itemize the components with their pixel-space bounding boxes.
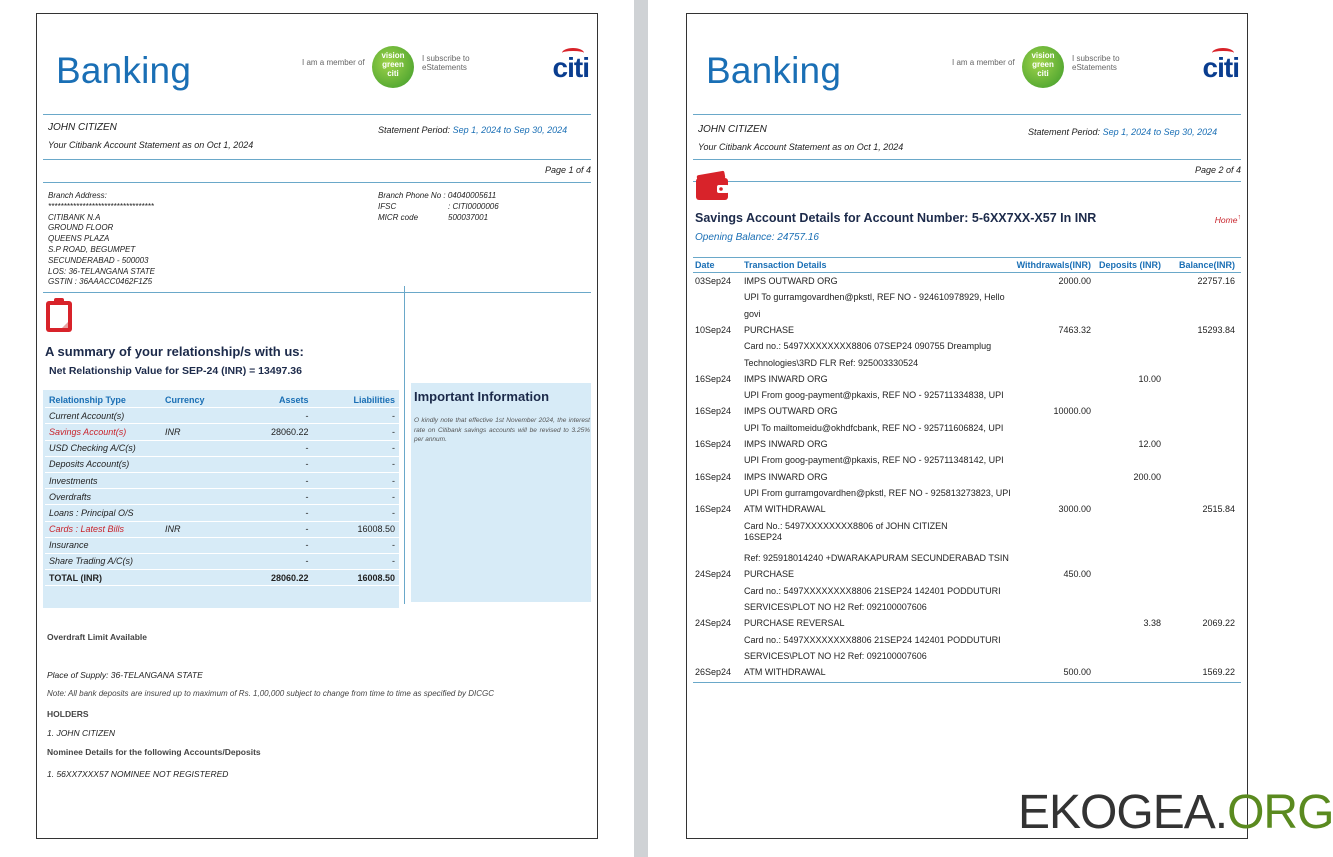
transactions-table (695, 276, 1241, 684)
tx-d-cell: 24Sep24 (695, 569, 732, 580)
tx-desc-cell: 16SEP24 (744, 531, 783, 542)
tx-desc-cell: ATM WITHDRAWAL (744, 667, 826, 678)
tx-b-cell: 2069.22 (1202, 618, 1235, 629)
branch-address-line: GSTIN : 36AAACC0462F1Z5 (48, 277, 153, 287)
branch-address-line: GROUND FLOOR (48, 223, 114, 233)
page-number: Page 2 of 4 (1194, 165, 1241, 175)
branch-address-line: LOS: 36-TELANGANA STATE (48, 266, 155, 276)
tx-desc-cell: IMPS INWARD ORG (744, 439, 828, 449)
branch-address-line: QUEENS PLAZA (48, 234, 110, 244)
home-link[interactable]: Home↑ (1214, 213, 1241, 225)
tx-b-cell: 15293.84 (1197, 324, 1235, 335)
tx-desc-cell: Technologies\3RD FLR Ref: 925003330524 (744, 357, 919, 368)
wallet-icon (695, 169, 731, 201)
tx-desc-cell: IMPS OUTWARD ORG (744, 406, 838, 417)
summary-row: Deposits Account(s) - - (45, 457, 399, 473)
branch-address: Branch Address: ********************************** CITIBANK N.A GROUND FLOOR QUEENS PLAZA S.P ROAD, BEGUMPET SECUNDERABAD - 500003 LOS: 36-TELANGANA STATE GSTIN : 36AAACC0462F1Z5 (48, 191, 155, 287)
net-relationship-value: Net Relationship Value for SEP-24 (INR) = 13497.36 (49, 365, 302, 377)
vision-green-badge: I am a member of vision green citi I subscribe to eStatements (302, 46, 472, 86)
banking-title: Banking (706, 50, 842, 91)
tx-desc-cell: UPI To gurramgovardhen@pkstl, REF NO - 924610978929, Hello (744, 292, 1005, 303)
banking-title: Banking (56, 50, 192, 91)
nominee-title: Nominee Details for the following Accounts/Deposits (47, 747, 261, 757)
tx-desc-cell: UPI From goog-payment@pkaxis, REF NO - 925711334838, UPI (744, 390, 1004, 401)
tx-d-cell: 16Sep24 (695, 406, 732, 417)
tx-desc-cell: PURCHASE (744, 324, 795, 335)
summary-row: Overdrafts - - (45, 489, 399, 505)
summary-table (45, 392, 399, 586)
tx-desc-cell: PURCHASE REVERSAL (744, 618, 845, 629)
tx-desc-cell: IMPS INWARD ORG (744, 471, 828, 482)
customer-name: JOHN CITIZEN (48, 122, 117, 133)
opening-balance: Opening Balance: 24757.16 (695, 232, 819, 243)
tx-d-cell: 26Sep24 (695, 667, 732, 678)
statement-page-2: Banking I am a member of vision green citi I subscribe to eStatements citi JOHN CITIZEN Your Citibank Account Statement as on Oct 1, 2024 Statement Period: Sep 1, 2024 to Sep 30, 2024 Page 2 of 4 Savings Account Details for Account Number: 5-6XX7XX-X57 In INR Home↑ Opening Balance: 24757.16 Date Transaction Details Withdrawals(INR) Deposits (INR) Balance(INR) 03Sep24 IMPS OUTWARD ORG UPI To gurramgovardhen@pkstl, REF NO - 924610978929, Hello govi 2000.00 22757.16 10Sep24 PURCHASE Card no.: 5497XXXXXXXX8806 07SEP24 090755 Dreamplug Technologies\3RD FLR Ref: 925003330524 7463.32 15293.84 16Sep24 IMPS INWARD ORG UPI From goog-payment@pkaxis, REF NO - 925711334838, UPI 10.00 16Sep24 IMPS OUTWARD ORG UPI To mailtomeidu@okhdfcbank, REF NO - 925711606824, UPI 10000.00 16Sep24 IMPS INWARD ORG UPI From goog-payment@pkaxis, REF NO - 925711348142, UPI 12.00 16Sep24 IMPS INWARD ORG UPI From gurramgovardhen@pkstl, REF NO - 925813273823, UPI 200.00 16Sep24 ATM WITHDRAWAL Card No.: 5497XXXXXXXX8806 of JOHN CITIZEN 16SEP24 Ref: 925918014240 +DWARAKAPURAM SECUNDERABAD TSIN 3000.00 2515.84 24Sep24 PURCHASE Card no.: 5497XXXXXXXX8806 21SEP24 142401 PODDUTURI SERVICES\PLOT NO H2 Ref: 092100007606 450.00 24Sep24 PURCHASE REVERSAL Card no.: 5497XXXXXXXX8806 21SEP24 142401 PODDUTURI SERVICES\PLOT NO H2 Ref: 092100007606 3.38 2069.22 26Sep24 ATM WITHDRAWAL 500.00 1569.22 (686, 13, 1248, 839)
tx-desc-cell: Card no.: 5497XXXXXXXX8806 07SEP24 090755 Dreamplug (744, 341, 992, 352)
statement-period: Statement Period: Sep 1, 2024 to Sep 30, 2024 (378, 125, 568, 135)
account-details-title: Savings Account Details for Account Number: 5-6XX7XX-X57 In INR (695, 211, 1097, 225)
holder-1: 1. JOHN CITIZEN (47, 728, 116, 738)
tx-w-cell: 450.00 (1063, 569, 1091, 580)
statement-page-1 (36, 13, 598, 839)
place-of-supply: Place of Supply: 36-TELANGANA STATE (47, 670, 203, 680)
tx-w-cell: 10000.00 (1053, 406, 1091, 417)
citi-logo-icon: citi (553, 52, 589, 84)
tx-b-cell: 22757.16 (1197, 276, 1235, 286)
tx-desc-cell: UPI From goog-payment@pkaxis, REF NO - 925711348142, UPI (744, 455, 1004, 466)
tx-desc-cell: SERVICES\PLOT NO H2 Ref: 092100007606 (744, 602, 927, 612)
summary-row: Loans : Principal O/S - - (45, 505, 399, 521)
summary-row: Current Account(s) - - (45, 408, 399, 424)
dicgc-note: Note: All bank deposits are insured up to maximum of Rs. 1,00,000 subject to change from time to time as specified by DICGC (47, 689, 495, 698)
summary-table-header: Relationship Type Currency Assets Liabilities (45, 392, 399, 408)
holders-title: HOLDERS (47, 709, 89, 719)
tx-dep-cell: 200.00 (1133, 471, 1161, 482)
tx-d-cell: 16Sep24 (695, 439, 732, 449)
summary-row: Investments - - (45, 473, 399, 489)
important-info-title: Important Information (414, 389, 550, 404)
tx-desc-cell: ATM WITHDRAWAL (744, 504, 826, 515)
tx-d-cell: 16Sep24 (695, 504, 732, 515)
vision-green-logo-icon: vision green citi (372, 46, 414, 88)
summary-row[interactable]: Cards : Latest Bills INR - 16008.50 (45, 522, 399, 538)
vision-green-badge: I am a member of vision green citi I subscribe to eStatements (952, 46, 1122, 86)
tx-desc-cell: UPI From gurramgovardhen@pkstl, REF NO - 925813273823, UPI (744, 487, 1011, 498)
branch-address-line: S.P ROAD, BEGUMPET (48, 244, 136, 254)
important-info-text: O kindly note that effective 1st November 2024, the interest rate on Citibank savings accounts will be revised to 3.25% per annum. (414, 417, 590, 443)
statement-period: Statement Period: Sep 1, 2024 to Sep 30, 2024 (1028, 127, 1218, 137)
tx-desc-cell: Card no.: 5497XXXXXXXX8806 21SEP24 142401 PODDUTURI (744, 585, 1001, 596)
tx-desc-cell: PURCHASE (744, 569, 795, 580)
page-number: Page 1 of 4 (544, 165, 591, 175)
branch-address-line: SECUNDERABAD - 500003 (48, 255, 149, 265)
tx-b-cell: 1569.22 (1202, 667, 1235, 678)
tx-desc-cell: IMPS INWARD ORG (744, 373, 828, 384)
tx-desc-cell: Card no.: 5497XXXXXXXX8806 21SEP24 142401 PODDUTURI (744, 634, 1001, 645)
tx-w-cell: 3000.00 (1058, 504, 1091, 515)
tx-d-cell: 03Sep24 (695, 276, 732, 286)
citi-logo-icon: citi (1203, 52, 1239, 84)
tx-b-cell: 2515.84 (1202, 504, 1235, 515)
summary-total-row: TOTAL (INR) 28060.22 16008.50 (45, 570, 399, 586)
tx-dep-cell: 12.00 (1138, 439, 1161, 449)
branch-codes: Branch Phone No : 04040005611 IFSC : CITI0000006 MICR code 500037001 (378, 191, 499, 222)
nominee-1: 1. 56XX7XXX57 NOMINEE NOT REGISTERED (47, 769, 229, 779)
tx-w-cell: 500.00 (1063, 667, 1091, 678)
summary-row: USD Checking A/C(s) - - (45, 441, 399, 457)
watermark: EKOGEA.ORG (1018, 786, 1333, 839)
summary-row: Share Trading A/C(s) - - (45, 554, 399, 570)
page-gutter (634, 0, 648, 857)
vision-green-logo-icon: vision green citi (1022, 46, 1064, 88)
tx-desc-cell: Ref: 925918014240 +DWARAKAPURAM SECUNDERABAD TSIN (744, 553, 1009, 564)
tx-desc-cell: Card No.: 5497XXXXXXXX8806 of JOHN CITIZEN (744, 520, 948, 531)
tx-w-cell: 2000.00 (1058, 276, 1091, 286)
tx-d-cell: 16Sep24 (695, 471, 732, 482)
tx-desc-cell: govi (744, 308, 761, 319)
tx-d-cell: 24Sep24 (695, 618, 732, 629)
tx-desc-cell: UPI To mailtomeidu@okhdfcbank, REF NO - 925711606824, UPI (744, 422, 1004, 433)
tx-dep-cell: 10.00 (1138, 373, 1161, 384)
statement-as-on: Your Citibank Account Statement as on Oct 1, 2024 (48, 140, 254, 150)
statement-as-on: Your Citibank Account Statement as on Oct 1, 2024 (698, 142, 904, 152)
tx-dep-cell: 3.38 (1143, 618, 1161, 629)
branch-address-line: CITIBANK N.A (48, 212, 101, 222)
summary-row[interactable]: Savings Account(s) INR 28060.22 - (45, 424, 399, 440)
tx-desc-cell: SERVICES\PLOT NO H2 Ref: 092100007606 (744, 650, 927, 661)
summary-title: A summary of your relationship/s with us: (45, 344, 304, 359)
clipboard-icon (45, 297, 73, 333)
tx-d-cell: 10Sep24 (695, 324, 732, 335)
tx-desc-cell: IMPS OUTWARD ORG (744, 276, 838, 286)
tx-d-cell: 16Sep24 (695, 373, 732, 384)
overdraft-limit: Overdraft Limit Available (47, 632, 147, 642)
customer-name: JOHN CITIZEN (698, 124, 767, 135)
summary-row: Insurance - - (45, 538, 399, 554)
tx-w-cell: 7463.32 (1058, 324, 1091, 335)
